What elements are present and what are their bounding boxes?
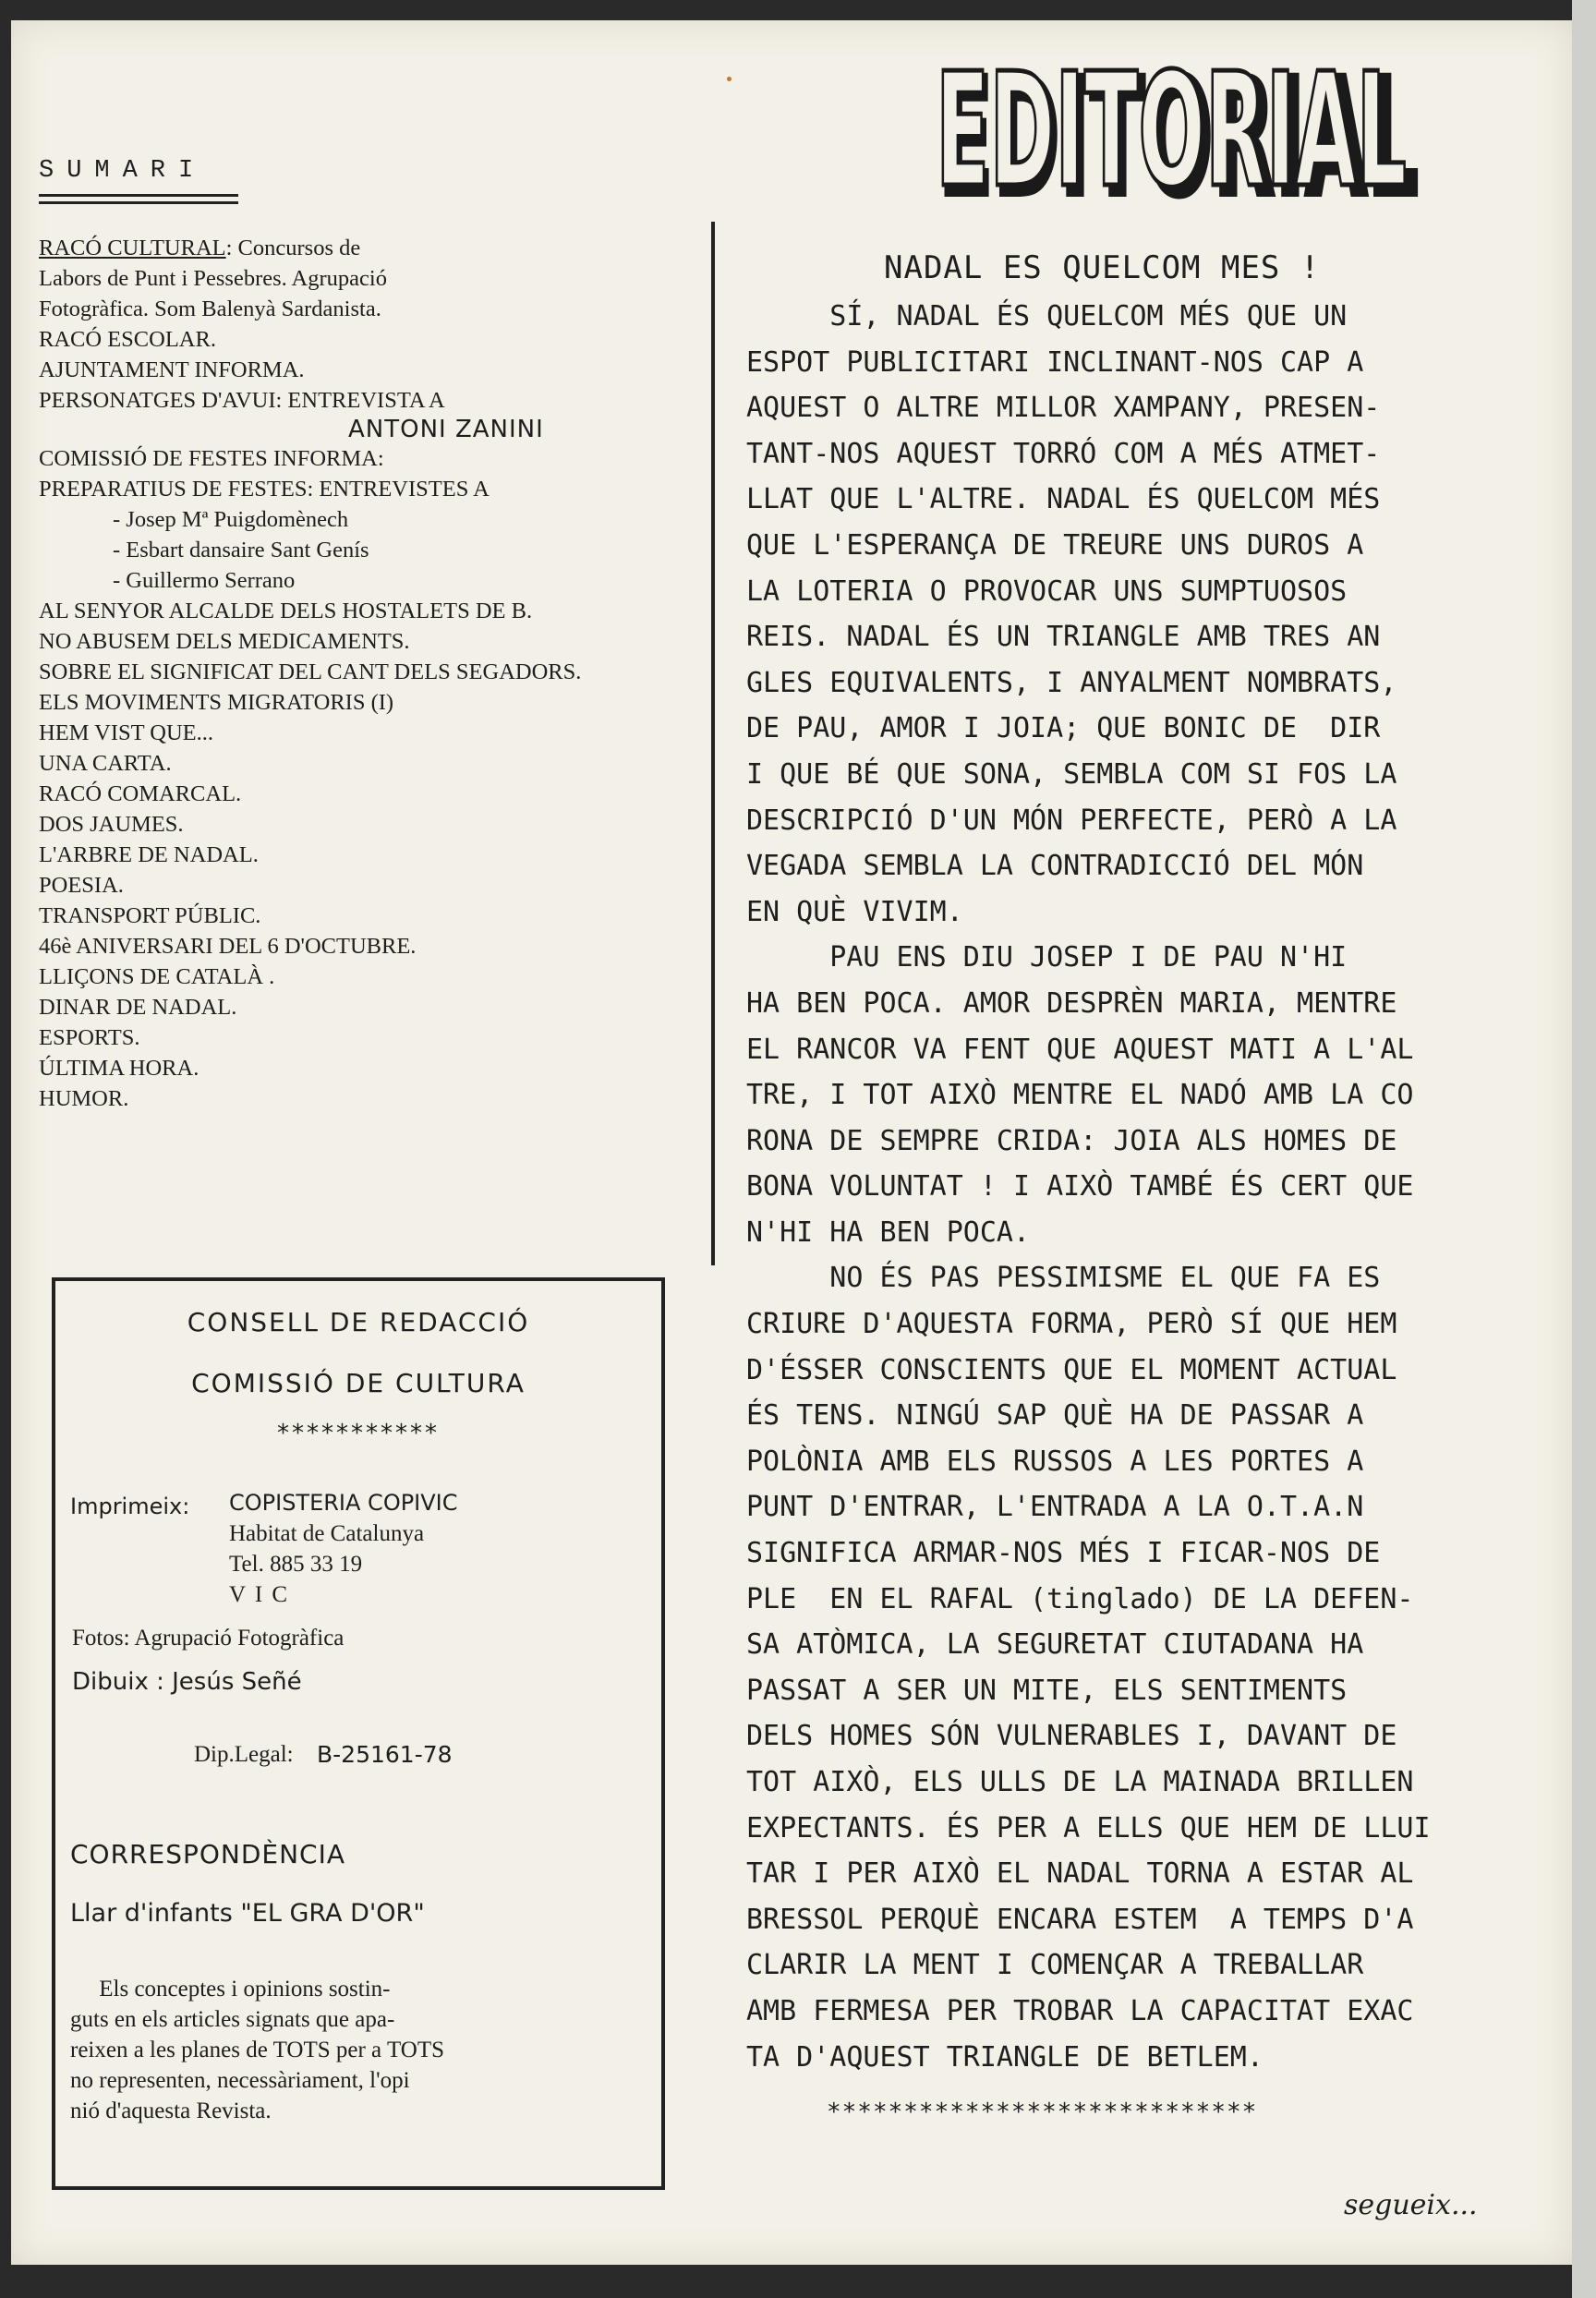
toc-item: UNA CARTA. <box>39 751 172 776</box>
editorial-line: EL RANCOR VA FENT QUE AQUEST MATI A L'AL <box>746 1033 1414 1066</box>
editorial-line: AMB FERMESA PER TROBAR LA CAPACITAT EXAC <box>746 1994 1414 2027</box>
toc-subitem: - Esbart dansaire Sant Genís <box>113 538 369 562</box>
correspondence-address: Llar d'infants "EL GRA D'OR" <box>70 1899 425 1928</box>
disclaimer-line: reixen a les planes de TOTS per a TOTS <box>70 2038 445 2062</box>
editorial-line: BRESSOL PERQUÈ ENCARA ESTEM A TEMPS D'A <box>746 1903 1414 1936</box>
toc-item: RACÓ ESCOLAR. <box>39 327 216 352</box>
editorial-line: I QUE BÉ QUE SONA, SEMBLA COM SI FOS LA <box>746 757 1397 791</box>
editorial-line: DESCRIPCIÓ D'UN MÓN PERFECTE, PERÒ A LA <box>746 804 1397 837</box>
page-edge <box>1572 0 1596 2298</box>
table-of-contents <box>39 233 722 1114</box>
toc-item: AL SENYOR ALCALDE DELS HOSTALETS DE B. <box>39 599 533 623</box>
toc-item-interviewee: ANTONI ZANINI <box>348 416 544 443</box>
toc-item: PREPARATIUS DE FESTES: ENTREVISTES A <box>39 477 490 502</box>
editorial-line: LLAT QUE L'ALTRE. NADAL ÉS QUELCOM MÉS <box>746 483 1381 516</box>
ink-speck <box>727 77 732 81</box>
toc-item-lead: RACÓ CULTURAL <box>39 236 226 260</box>
culture-commission-heading: COMISSIÓ DE CULTURA <box>191 1368 526 1398</box>
editorial-headline: NADAL ES QUELCOM MES ! <box>884 249 1321 286</box>
disclaimer-line: nió d'aquesta Revista. <box>70 2098 272 2123</box>
toc-item: Fotogràfica. Som Balenyà Sardanista. <box>39 296 381 321</box>
toc-item: NO ABUSEM DELS MEDICAMENTS. <box>39 629 410 654</box>
editorial-line: QUE L'ESPERANÇA DE TREURE UNS DUROS A <box>746 528 1364 562</box>
editorial-line: ÉS TENS. NINGÚ SAP QUÈ HA DE PASSAR A <box>746 1399 1364 1433</box>
toc-item: RACÓ COMARCAL. <box>39 781 242 806</box>
credits-stars: *********** <box>277 1420 440 1447</box>
editorial-line: CLARIR LA MENT I COMENÇAR A TREBALLAR <box>746 1949 1364 1982</box>
editorial-line: TANT-NOS AQUEST TORRÓ COM A MÉS ATMET- <box>746 437 1381 470</box>
editorial-line: BONA VOLUNTAT ! I AIXÒ TAMBÉ ÉS CERT QUE <box>746 1170 1414 1203</box>
editorial-line: TAR I PER AIXÒ EL NADAL TORNA A ESTAR AL <box>746 1857 1414 1891</box>
toc-item: L'ARBRE DE NADAL. <box>39 842 259 867</box>
toc-item: HUMOR. <box>39 1086 129 1111</box>
legal-deposit-value: B-25161-78 <box>317 1741 453 1768</box>
editorial-line: TRE, I TOT AIXÒ MENTRE EL NADÓ AMB LA CO <box>746 1079 1414 1112</box>
editorial-line: LA LOTERIA O PROVOCAR UNS SUMPTUOSOS <box>746 574 1348 608</box>
editorial-line: AQUEST O ALTRE MILLOR XAMPANY, PRESEN- <box>746 392 1381 425</box>
sumari-underline <box>39 194 238 197</box>
editorial-line: REIS. NADAL ÉS UN TRIANGLE AMB TRES AN <box>746 621 1381 654</box>
toc-item: ÚLTIMA HORA. <box>39 1056 200 1081</box>
editorial-line: PASSAT A SER UN MITE, ELS SENTIMENTS <box>746 1674 1348 1707</box>
credits-box <box>52 1277 665 2190</box>
editorial-line: SIGNIFICA ARMAR-NOS MÉS I FICAR-NOS DE <box>746 1537 1381 1570</box>
editorial-line: N'HI HA BEN POCA. <box>746 1216 1031 1249</box>
editorial-line: DE PAU, AMOR I JOIA; QUE BONIC DE DIR <box>746 712 1381 745</box>
printer-label: Imprimeix: <box>70 1494 190 1519</box>
disclaimer-line: no representen, necessàriament, l'opi <box>70 2068 410 2093</box>
editorial-line: PAU ENS DIU JOSEP I DE PAU N'HI <box>746 941 1348 974</box>
toc-item: DINAR DE NADAL. <box>39 995 237 1020</box>
editorial-line: TOT AIXÒ, ELS ULLS DE LA MAINADA BRILLEN <box>746 1766 1414 1798</box>
toc-item: 46è ANIVERSARI DEL 6 D'OCTUBRE. <box>39 934 417 959</box>
editorial-line: PUNT D'ENTRAR, L'ENTRADA A LA O.T.A.N <box>746 1491 1364 1524</box>
editorial-line: D'ÉSSER CONSCIENTS QUE EL MOMENT ACTUAL <box>746 1353 1397 1386</box>
editorial-line: VEGADA SEMBLA LA CONTRADICCIÓ DEL MÓN <box>746 850 1364 883</box>
sumari-title: SUMARI <box>39 157 207 185</box>
editorial-line: SA ATÒMICA, LA SEGURETAT CIUTADANA HA <box>746 1628 1364 1662</box>
editorial-line: TA D'AQUEST TRIANGLE DE BETLEM. <box>746 2040 1264 2074</box>
toc-item: TRANSPORT PÚBLIC. <box>39 903 261 928</box>
toc-subitem: - Guillermo Serrano <box>113 568 296 593</box>
editorial-body <box>746 294 1559 2080</box>
editorial-line: EXPECTANTS. ÉS PER A ELLS QUE HEM DE LLUI <box>746 1811 1431 1844</box>
toc-item: POESIA. <box>39 873 124 898</box>
editorial-line: ESPOT PUBLICITARI INCLINANT-NOS CAP A <box>746 345 1364 379</box>
editorial-line: PLE EN EL RAFAL (tinglado) DE LA DEFEN- <box>746 1582 1414 1615</box>
column-divider <box>711 222 715 1265</box>
editorial-line: EN QUÈ VIVIM. <box>746 895 963 928</box>
editorial-line: CRIURE D'AQUESTA FORMA, PERÒ SÍ QUE HEM <box>746 1308 1397 1341</box>
printer-address: Habitat de Catalunya <box>229 1521 425 1546</box>
printer-name: COPISTERIA COPIVIC <box>229 1490 458 1516</box>
editorial-line: GLES EQUIVALENTS, I ANYALMENT NOMBRATS, <box>746 666 1397 699</box>
toc-item: HEM VIST QUE... <box>39 720 213 745</box>
toc-item: Labors de Punt i Pessebres. Agrupació <box>39 266 387 291</box>
editorial-title-logo <box>911 44 1437 211</box>
printer-phone: Tel. 885 33 19 <box>229 1552 363 1577</box>
editorial-board-heading: CONSELL DE REDACCIÓ <box>187 1307 530 1337</box>
toc-item: ESPORTS. <box>39 1025 140 1050</box>
photos-credit: Fotos: Agrupació Fotogràfica <box>72 1626 345 1651</box>
correspondence-heading: CORRESPONDÈNCIA <box>70 1839 345 1869</box>
editorial-line: DELS HOMES SÓN VULNERABLES I, DAVANT DE <box>746 1720 1397 1753</box>
disclaimer-line: Els conceptes i opinions sostin- <box>70 1977 391 2002</box>
editorial-line: NO ÉS PAS PESSIMISME EL QUE FA ES <box>746 1262 1381 1295</box>
editorial-title-text: EDITORIAL <box>936 44 1407 211</box>
editorial-end-stars: **************************** <box>827 2098 1258 2126</box>
drawing-credit: Dibuix : Jesús Señé <box>72 1668 302 1696</box>
disclaimer <box>70 1974 643 2126</box>
toc-item: AJUNTAMENT INFORMA. <box>39 357 305 382</box>
editorial-title-shadow: EDITORIAL <box>938 44 1419 211</box>
editorial-line: HA BEN POCA. AMOR DESPRÈN MARIA, MENTRE <box>746 986 1397 1020</box>
editorial-line: RONA DE SEMPRE CRIDA: JOIA ALS HOMES DE <box>746 1124 1397 1157</box>
printer-city: V I C <box>229 1582 290 1607</box>
toc-item: LLIÇONS DE CATALÀ . <box>39 964 275 989</box>
editorial-line: POLÒNIA AMB ELS RUSSOS A LES PORTES A <box>746 1445 1364 1478</box>
disclaimer-line: guts en els articles signats que apa- <box>70 2007 395 2032</box>
toc-subitem: - Josep Mª Puigdomènech <box>113 507 349 532</box>
toc-item: PERSONATGES D'AVUI: ENTREVISTA A <box>39 388 445 413</box>
toc-item: DOS JAUMES. <box>39 812 184 837</box>
toc-item: SOBRE EL SIGNIFICAT DEL CANT DELS SEGADORS. <box>39 659 582 684</box>
legal-deposit-label: Dip.Legal: <box>194 1742 294 1767</box>
toc-item: COMISSIÓ DE FESTES INFORMA: <box>39 446 384 471</box>
editorial-line: SÍ, NADAL ÉS QUELCOM MÉS QUE UN <box>746 300 1348 333</box>
continued-note: segueix... <box>1344 2189 1478 2221</box>
toc-item: ELS MOVIMENTS MIGRATORIS (I) <box>39 690 394 715</box>
sumari-underline-2 <box>39 201 238 204</box>
toc-item: RACÓ CULTURAL: Concursos de <box>39 236 361 260</box>
